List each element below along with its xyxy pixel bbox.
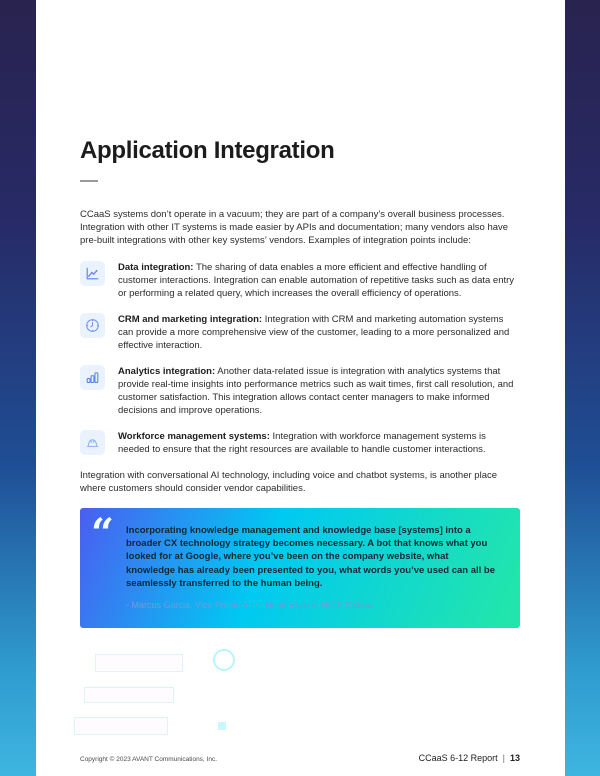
page-content (36, 0, 565, 776)
list-item-workforce (80, 430, 520, 456)
bullet-text: Another data-related issue is integration with analytics systems that provide real-time insights into performance metrics such as wait times, first call resolution, and customer satisfaction. This integration allows contact center managers to make informed decisions and improve operations. (118, 366, 514, 416)
left-border-decor (0, 0, 36, 776)
page-title: Application Integration (80, 137, 335, 164)
copyright-text: Copyright © 2023 AVANT Communications, Inc. (80, 756, 218, 763)
bullet-title: Data integration: (118, 262, 194, 273)
bullet-title: Analytics integration: (118, 366, 216, 377)
integration-points-list (80, 261, 520, 456)
page-number: 13 (509, 753, 520, 763)
list-item-crm-marketing (80, 313, 520, 352)
footer-separator: | (502, 753, 505, 763)
ghost-bar-decor (74, 717, 168, 735)
ghost-dot-decor (218, 722, 226, 730)
bullet-title: CRM and marketing integration: (118, 314, 263, 325)
report-name: CCaaS 6-12 Report (418, 753, 498, 763)
hard-hat-icon (80, 430, 105, 455)
bullet-title: Workforce management systems: (118, 431, 270, 442)
pull-quote-box (80, 508, 520, 628)
quote-text: Incorporating knowledge management and knowledge base [systems] into a broader CX technology strategy becomes necessary. A bot that knows what you looked for at Google, where you’ve been on the company website, what knowledge has already been presented to you, what words you’ve used can all be seamlessly transferred to the human being. (126, 525, 496, 589)
page-footer (80, 753, 520, 763)
bullet-text: Integration with workforce management systems is needed to ensure that the right resources are available to handle customer interactions. (118, 431, 486, 455)
report-page-reference (419, 753, 520, 763)
ghost-bar-decor (84, 687, 174, 703)
clock-icon (80, 313, 105, 338)
line-chart-icon (80, 261, 105, 286)
ghost-bar-decor (95, 654, 183, 672)
list-item-text (118, 313, 520, 352)
list-item-analytics (80, 365, 520, 417)
quote-attribution: - Marcus Garcia, Vice President of Healthcare at NICE CXone (126, 600, 373, 611)
title-dash-decor (80, 180, 98, 182)
quote-mark-icon: “ (91, 510, 115, 557)
bullet-text: The sharing of data enables a more efficient and effective handling of customer interactions. Integration can enable automation of repetitive tasks such as data entry or performing a related query, which increases the overall efficiency of operations. (118, 262, 515, 299)
ghost-circle-decor (213, 649, 235, 671)
right-border-decor (565, 0, 600, 776)
list-item-text (118, 261, 520, 300)
list-item-text (118, 365, 520, 417)
bullet-text: Integration with CRM and marketing automation systems can provide a more comprehensive view of the customer, leading to a more personalized and effective interaction. (118, 314, 510, 351)
bar-chart-icon (80, 365, 105, 390)
intro-paragraph: CCaaS systems don’t operate in a vacuum; they are part of a company’s overall business processes. Integration with other IT systems is made easier by APIs and documentation; many vendors also have pre-built integrations with other key systems’ vendors. Examples of integration points include: (80, 209, 509, 246)
outro-paragraph: Integration with conversational AI technology, including voice and chatbot systems, is another place where customers should consider vendor capabilities. (80, 470, 498, 494)
list-item-data-integration (80, 261, 520, 300)
list-item-text (118, 430, 520, 456)
